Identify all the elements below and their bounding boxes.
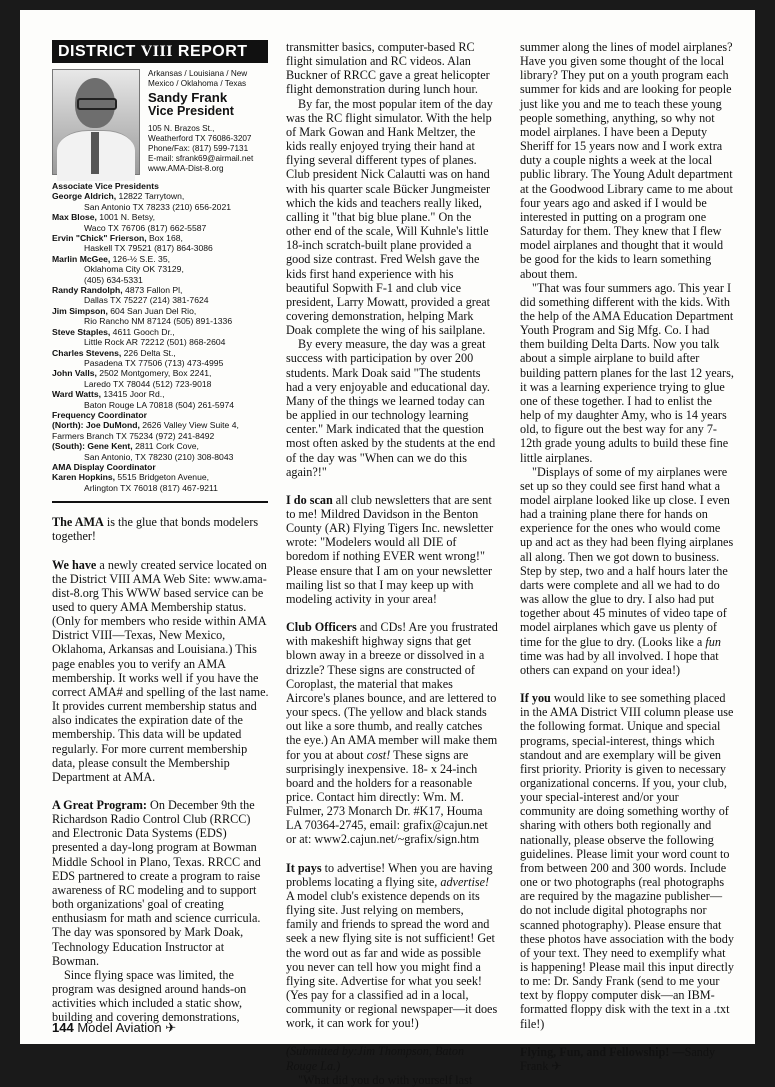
vp-name: Sandy Frank xyxy=(148,90,228,105)
assoc-entry: Marlin McGee, 126-½ S.E. 35, xyxy=(52,253,170,264)
vp-phone: Phone/Fax: (817) 599-7131 xyxy=(148,144,249,153)
article-paragraph: The AMA is the glue that bonds modelers together! xyxy=(52,515,259,544)
assoc-entry: Ervin "Chick" Frierson, Box 168, xyxy=(52,233,183,244)
sidebar-rule xyxy=(52,501,268,503)
magazine-name: Model Aviation ✈ xyxy=(73,1020,177,1035)
assoc-entry: Steve Staples, 4611 Gooch Dr., xyxy=(52,326,175,337)
page-number: 144 xyxy=(52,1020,74,1035)
column-2 xyxy=(286,40,498,1087)
column-1 xyxy=(52,40,270,1025)
district-states: Arkansas / Louisiana / New Mexico / Oklahoma / Texas xyxy=(148,69,248,88)
district-report-banner: DISTRICT VIII REPORT xyxy=(52,40,268,63)
article-paragraph: By every measure, the day was a great success with participation by over 200 students. Mark Doak said "The students had a very enjoyable and educational day. Many of the things we learned today can be applied in our technology learning center." Mark indicated that the question most often asked by the students at the end of the day was "When can we do this again?!" xyxy=(286,337,496,479)
vp-portrait-photo xyxy=(52,69,140,175)
freq-north: (North): Joe DuMond, 2626 Valley View Suite 4, xyxy=(52,420,239,431)
display-heading: AMA Display Coordinator xyxy=(52,461,156,472)
assoc-entry: Max Blose, 1001 N. Betsy, xyxy=(52,212,156,223)
article-paragraph: "Displays of some of my airplanes were set up so they could see first hand what a model airplane looked like up close. I even had a training plane there for hands on experience for the ones who would come up and act as they had been flying airplanes all along. Then we got down to business. Step by step, two and a half hours later the darts were complete and all we had to do was allow the glue to dry. I also had put together about 45 minutes of video tape of model airplanes which gave us plenty of time for the glue to dry. (Looks like a fun time was had by all involved. I hope that others can expand on your idea!) xyxy=(520,464,734,677)
freq-south: (South): Gene Kent, 2811 Cork Cove, xyxy=(52,441,199,452)
article-paragraph: "What did you do with yourself last xyxy=(298,1072,473,1087)
vp-website: www.AMA-Dist-8.org xyxy=(148,164,224,173)
vp-address-1: 105 N. Brazos St., xyxy=(148,124,215,133)
article-paragraph: I do scan all club newsletters that are sent to me! Mildred Davidson in the Benton County (AR) Flying Tigers Inc. newsletter wrote: "Modelers would all DIE of boredom if nothing EVER went wrong!" Please ensure that I am on your newsletter mailing list so that I may keep up with modeling activity in your area! xyxy=(286,492,494,606)
vp-email: E-mail: sfrank69@airmail.net xyxy=(148,154,254,163)
assoc-entry: Jim Simpson, 604 San Juan Del Rio, xyxy=(52,305,197,316)
assoc-entry: Randy Randolph, 4873 Fallon Pl, xyxy=(52,285,183,296)
frequency-heading: Frequency Coordinator xyxy=(52,409,148,420)
article-paragraph: By far, the most popular item of the day was the RC flight simulator. With the help of Mark Gowan and Hank Meltzer, the kids really enjoyed trying their hand at flying several different types of planes. Club president Nick Calautti was on hand with his quarter scale Bücker Jungmeister which the kids and teachers really liked, calling it "that big blue plane." On the other end of the scale, Will Kuhnle's little 18-inch scratch-built plane provided a good size contrast. Fred Welsh gave the kids first hand experience with his beautiful Sopwith F-1 and club vice president, Larry Mowatt, provided a great covering demonstration, helping Mark Doak complete the wing of his sailplane. xyxy=(286,96,493,338)
vp-info xyxy=(148,69,270,174)
assoc-heading: Associate Vice Presidents xyxy=(52,181,159,191)
district-sidebar xyxy=(52,40,268,503)
vice-president-block xyxy=(52,69,268,181)
sign-off: Flying, Fun, and Fellowship! —Sandy Frank ✈ xyxy=(520,1044,716,1073)
vp-address-2: Weatherford TX 76086-3207 xyxy=(148,134,252,143)
article-paragraph: If you would like to see something placed in the AMA District VIII column please use the following format. Unique and special programs, special-interest, things which standout and are exemplary will be given first priority. Priority is given to necessary organizational concerns. If you, your club, your special-interest and/or your community are doing something worthy of sharing with others both regionally and nationally, please observe the following guidelines. Please limit your word count to from between 200 and 300 words. Include one or two photographs (real photographs are required by the magazine publisher—do not include digital photographs nor scanned photography). Please ensure that these photos have association with the body of your text. They need to exemplify what is happening! Please mail this input directly to me: Dr. Sandy Frank (send to me your text by floppy computer disk—an IBM-formatted floppy disk with the text in a .txt file!) xyxy=(520,691,734,1031)
display-coordinator: Karen Hopkins, 5515 Bridgeton Avenue, xyxy=(52,472,210,483)
article-paragraph: Club Officers and CDs! Are you frustrated with makeshift highway signs that get blown away in a breeze or dissolved in a drizzle? These signs are constructed of Coroplast, the material that makes Aircore's planes bounce, and are lettered to your specs. (The yellow and black stands out like a sore thumb, and really catches the eye.) An AMA member will make them for you at about cost! These signs are surprisingly inexpensive. 18- x 24-inch board and the holders for a reasonable price. Contact him directly: Wm. M. Fulmer, 273 Monarch Dr. #K17, Houma LA 70364-2745, email: grafix@cajun.net or at: www2.cajun.net/~grafix/sign.htm xyxy=(286,620,498,847)
magazine-page xyxy=(20,10,755,1087)
associate-list: Associate Vice Presidents George Aldrich, 12822 Tarrytown, San Antonio TX 78233 (210) 656-2021 Max Blose, 1001 N. Betsy, Waco TX 76706 (817) 662-5587 Ervin "Chick" Frierson, Box 168, Haskell TX 79521 (817) 864-3086 Marlin McGee, 126-½ S.E. 35, Oklahoma City OK 73129, (405) 634-5331 Randy Randolph, 4873 Fallon Pl, Dallas TX 75227 (214) 381-7624 Jim Simpson, 604 San Juan Del Rio, Rio Rancho NM 87124 (505) 891-1336 Steve Staples, 4611 Gooch Dr., Little Rock AR 72212 (501) 868-2604 Charles Stevens, 226 Delta St., Pasadena TX 77506 (713) 473-4995 John Valls, 2502 Montgomery, Box 2241, Laredo TX 78044 (512) 723-9018 Ward Watts, 13415 Joor Rd., Baton Rouge LA 70818 (504) 261-5974 Frequency Coordinator (North): Joe DuMond, 2626 Valley View Suite 4, Farmers Branch TX 75234 (972) 241-8492 (South): Gene Kent, 2811 Cork Cove, San Antonio, TX 78230 (210) 308-8043 AMA Display Coordinator Karen Hopkins, 5515 Bridgeton Avenue, Arlington TX 76018 (817) 467-9211 xyxy=(52,181,268,493)
article-paragraph: We have a newly created service located on the District VIII AMA Web Site: www.ama-dist-8.org This WWW based service can be used to query AMA Membership status. (Only for members who reside within AMA District VIII—Texas, New Mexico, Oklahoma, Arkansas and Louisiana.) This page enables you to verify an AMA membership. It works well if you have the correct AMA# and spelling of the last name. It provides current membership status and also indicates the expiration date of the membership. This data will be updated regularly. For more current membership data, please consult the Membership Department at AMA. xyxy=(52,557,269,784)
article-paragraph: transmitter basics, computer-based RC flight simulation and RC videos. Alan Buckner of RRCC gave a great helicopter flight demonstration during lunch hour. xyxy=(286,40,490,97)
assoc-entry: John Valls, 2502 Montgomery, Box 2241, xyxy=(52,368,212,379)
assoc-entry: Charles Stevens, 226 Delta St., xyxy=(52,347,176,358)
article-paragraph: A Great Program: On December 9th the Richardson Radio Control Club (RRCC) and Electronic Data Systems (EDS) presented a day-long program at Bowman Middle School in Plano, Texas. RRCC and EDS partnered to create a program to raise awareness of RC modeling and to support both organizations' goal of creating enthusiasm for math and science curricula. The day was sponsored by Mark Doak, Technology Education Instructor at Bowman. xyxy=(52,798,261,968)
article-paragraph: It pays to advertise! When you are having problems locating a flying site, advertise! A model club's existence depends on its flying site. Just relying on members, family and friends to spread the word and seek a new flying site is not sufficient! Get the word out as far and wide as possible you never can tell how you might find a flying site. Advertise for what you seek! (Yes pay for a classified ad in a local, community or regional newspaper—it does work, it can work for you!) xyxy=(286,860,498,1031)
article-paragraph: Since flying space was limited, the program was designed around hands-on activities which included a static show, building and covering demonstrations, xyxy=(52,967,247,1025)
vp-title: Vice President xyxy=(148,104,234,118)
page-footer xyxy=(52,1020,176,1036)
article-paragraph: "That was four summers ago. This year I did something different with the kids. With the help of the AMA Education Department Youth Program and Sig Mfg. Co. I had them building Delta Darts. Now you talk about a simple airplane to build after building pattern planes for the last 12 years, it was a learning experience trying to glue one of these together. I had to enlist the help of my daughter Amy, who is 14 years old, to figure out the best way for any 7-12th grade young adults to build these fine little airplanes. xyxy=(520,280,734,465)
article-paragraph: summer along the lines of model airplanes? Have you given some thought of the local library? They put on a youth program each summer for kids and are looking for people just like you and me to teach these young people something, anything, so why not model airplanes. I have been a Deputy Sheriff for 15 years now and I work extra duty a couple nights a week at the local public library. The Young Adult department at the Goodwood Library came to me about four years ago and asked if I would be interested in putting on a program one Saturday for them. They knew that I flew model airplanes and thought that it would be good for the kids to learn something about them. xyxy=(520,40,733,281)
assoc-entry: George Aldrich, 12822 Tarrytown, xyxy=(52,191,185,202)
column-3 xyxy=(520,40,734,1073)
assoc-entry: Ward Watts, 13415 Joor Rd., xyxy=(52,389,165,400)
submitted-by: (Submitted by:Jim Thompson, Baton Rouge La.) xyxy=(286,1044,465,1073)
